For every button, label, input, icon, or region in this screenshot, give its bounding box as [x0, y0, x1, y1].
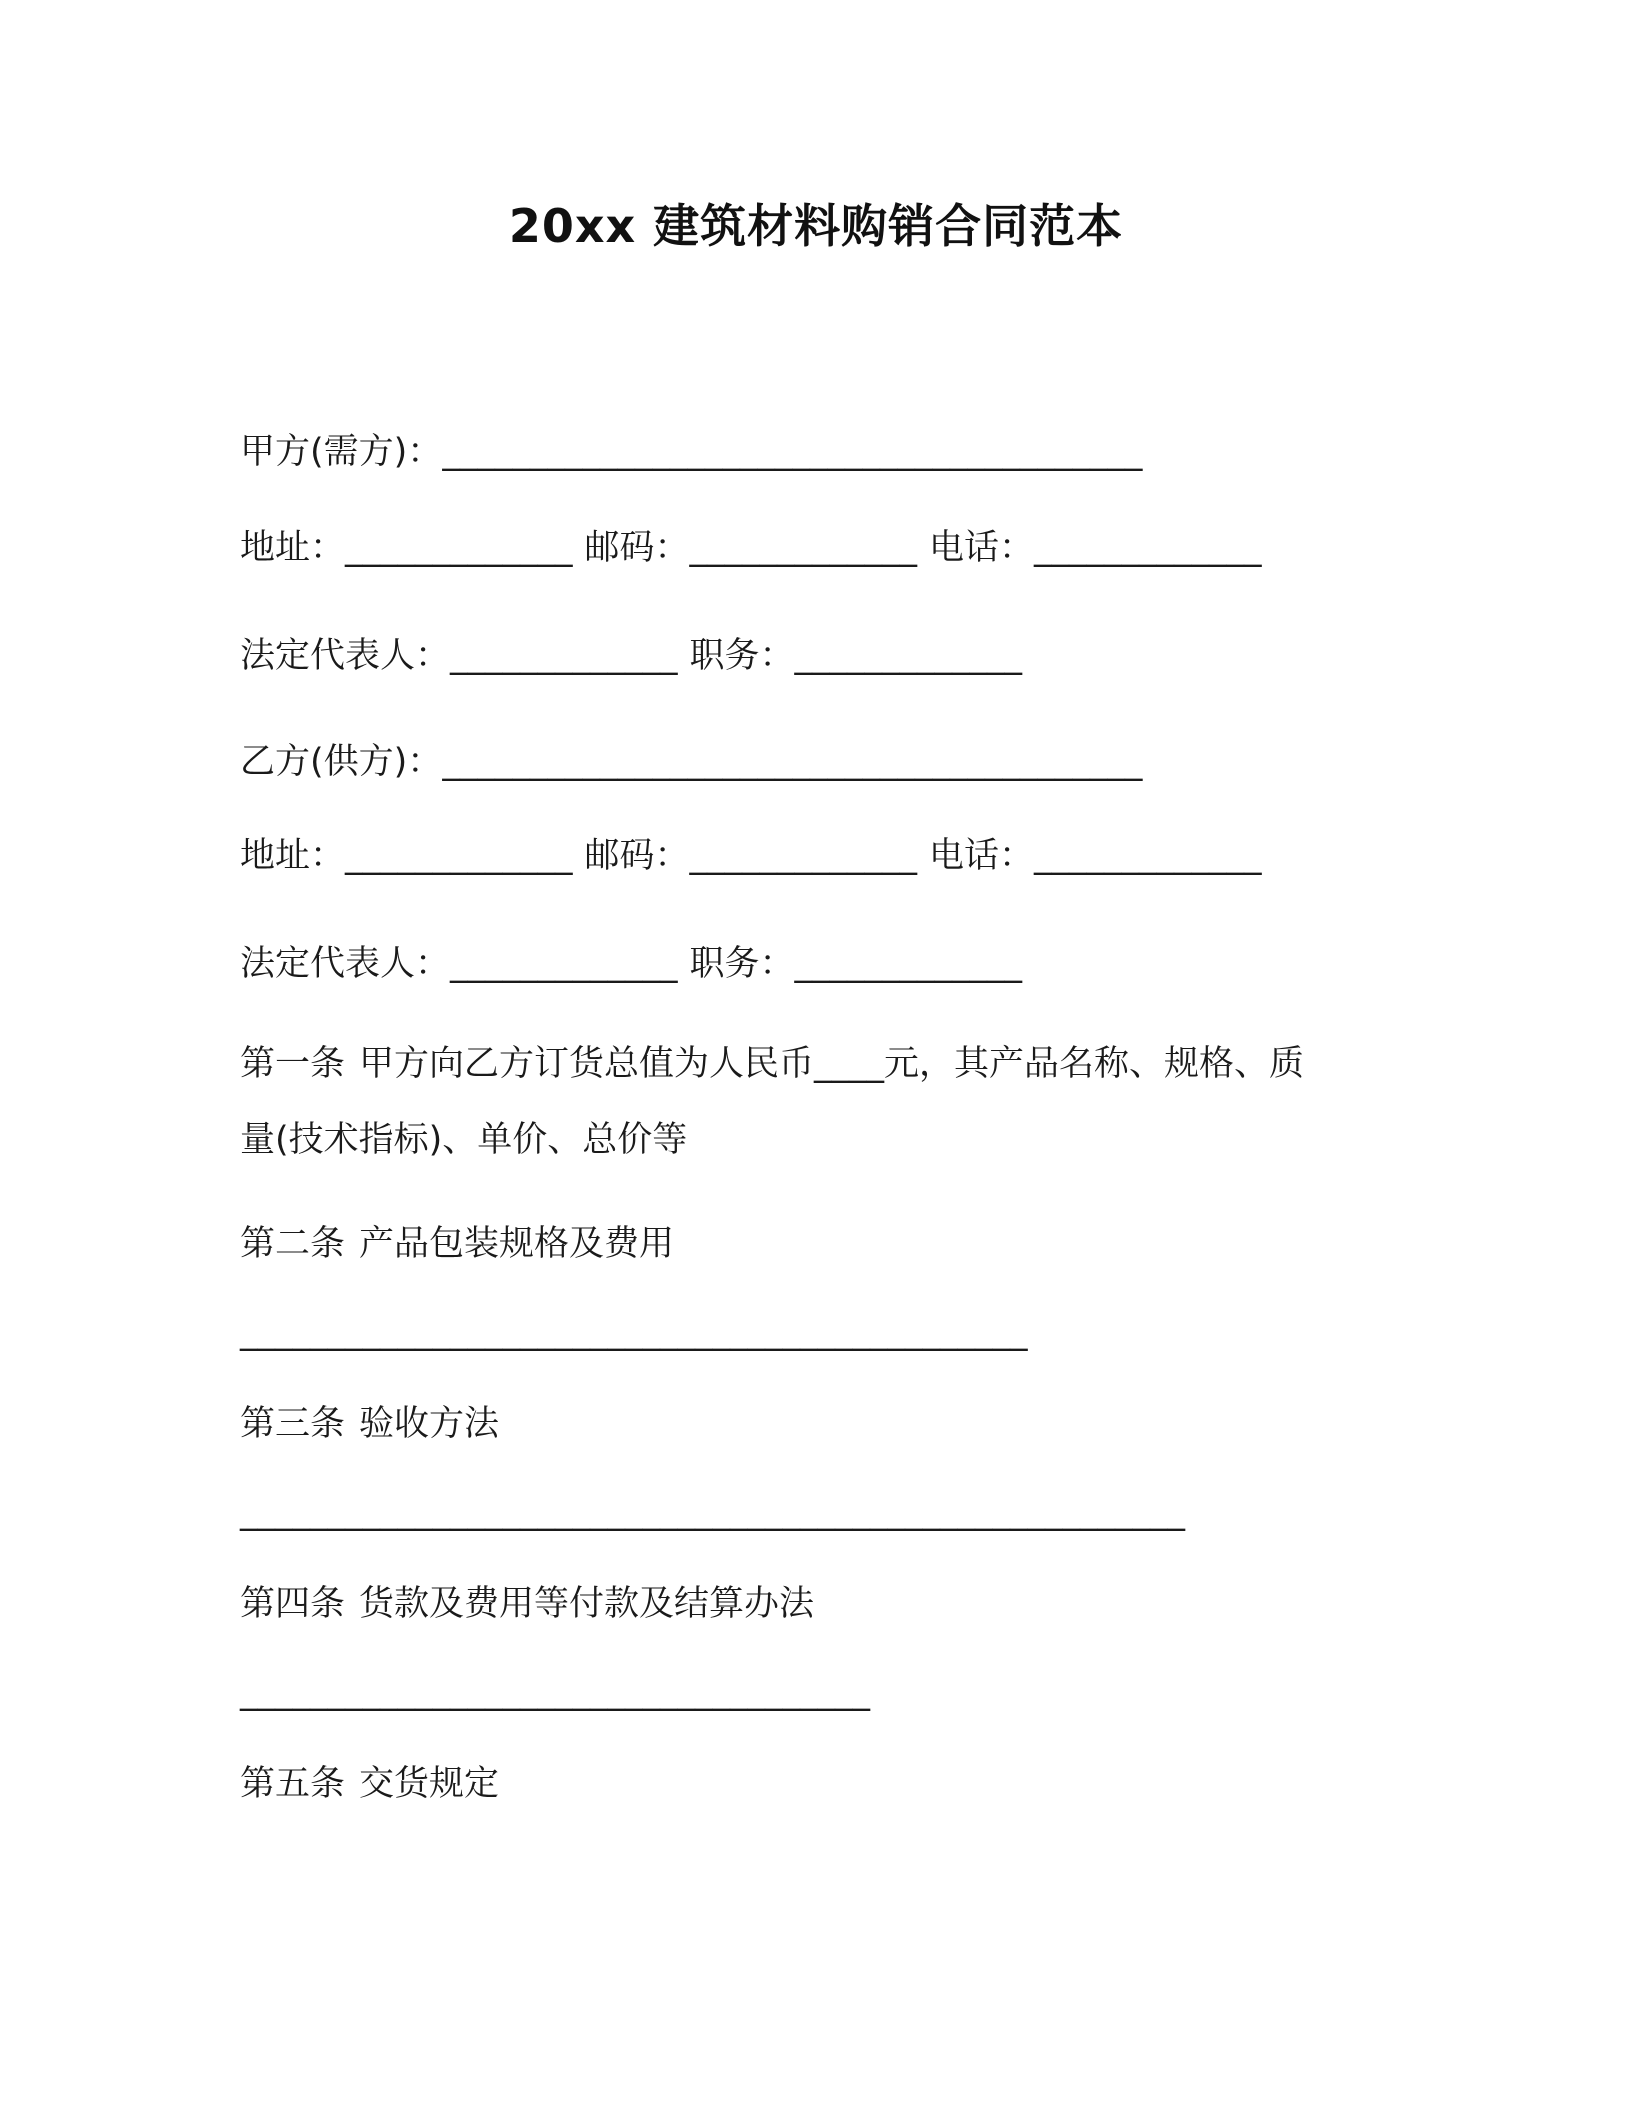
article-4-heading [240, 1580, 814, 1628]
document-title: 20xx 建筑材料购销合同范本 [508, 199, 1124, 253]
party-b-address-label: 地址： [240, 836, 346, 876]
article-4-text: 货款及费用等付款及结算办法 [359, 1584, 815, 1624]
party-a-position-label: 职务： [689, 636, 795, 676]
party-b-blank: ________________________________________ [442, 742, 1143, 782]
article-2-text: 产品包装规格及费用 [359, 1224, 675, 1264]
party-b-position-blank: _____________ [794, 944, 1023, 984]
party-b-contact-line [240, 832, 1262, 880]
article-4-blank: ____________________________________ [240, 1672, 870, 1712]
party-b-rep-label: 法定代表人： [240, 944, 451, 984]
party-b-postcode-blank: _____________ [689, 836, 918, 876]
article-2-number: 第二条 [240, 1224, 346, 1264]
article-2-blank: _____________________________________________ [240, 1312, 1028, 1352]
party-a-address-label: 地址： [240, 528, 346, 568]
party-b-postcode-label: 邮码： [584, 836, 690, 876]
article-2-heading [240, 1220, 674, 1268]
article-1-line-2 [240, 1116, 687, 1164]
party-a-blank: ________________________________________ [442, 432, 1143, 472]
party-a-postcode-label: 邮码： [584, 528, 690, 568]
article-3-blank: ______________________________________________________ [240, 1492, 1185, 1532]
article-5-heading [240, 1760, 499, 1808]
party-a-phone-label: 电话： [929, 528, 1035, 568]
party-b-label: 乙方(供方)： [240, 742, 443, 782]
article-3-heading [240, 1400, 499, 1448]
article-5-number: 第五条 [240, 1764, 346, 1804]
party-b-rep-blank: _____________ [450, 944, 678, 984]
party-b-line [240, 738, 1142, 786]
party-a-rep-label: 法定代表人： [240, 636, 451, 676]
party-a-postcode-blank: _____________ [689, 528, 918, 568]
party-a-address-blank: _____________ [345, 528, 573, 568]
party-a-line [240, 428, 1142, 476]
article-1-line-1 [240, 1040, 1304, 1088]
article-5-text: 交货规定 [359, 1764, 500, 1804]
party-b-phone-label: 电话： [929, 836, 1035, 876]
party-a-label: 甲方(需方)： [240, 432, 443, 472]
party-a-rep-blank: _____________ [450, 636, 678, 676]
article-3-number: 第三条 [240, 1404, 346, 1444]
party-b-address-blank: _____________ [345, 836, 573, 876]
party-a-contact-line [240, 524, 1262, 572]
party-b-phone-blank: _____________ [1034, 836, 1262, 876]
article-3-text: 验收方法 [359, 1404, 500, 1444]
article-1-number: 第一条 [240, 1044, 346, 1084]
party-b-rep-line [240, 940, 1022, 988]
article-1-text-1: 甲方向乙方订货总值为人民币____元，其产品名称、规格、质 [359, 1044, 1305, 1084]
party-a-phone-blank: _____________ [1034, 528, 1262, 568]
article-1-text-2: 量(技术指标)、单价、总价等 [240, 1120, 688, 1160]
party-b-position-label: 职务： [689, 944, 795, 984]
party-a-position-blank: _____________ [794, 636, 1023, 676]
article-4-number: 第四条 [240, 1584, 346, 1624]
party-a-rep-line [240, 632, 1022, 680]
